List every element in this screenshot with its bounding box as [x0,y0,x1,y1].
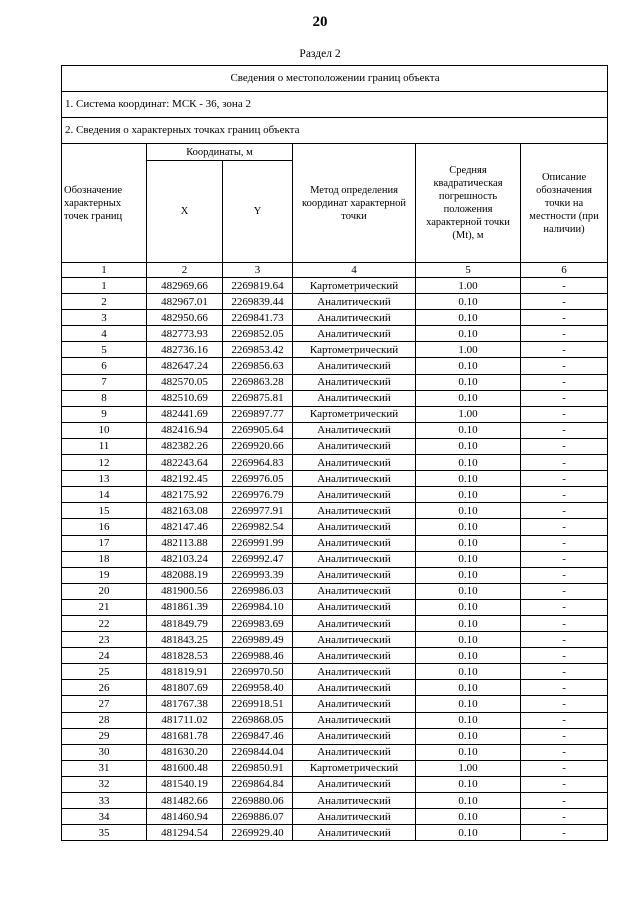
table-row [62,776,608,792]
x-coordinate-cell: 481828.53 [147,648,223,664]
method-cell: Аналитический [293,567,416,583]
y-coordinate-cell: 2269841.73 [223,310,293,326]
y-coordinate-cell: 2269844.04 [223,744,293,760]
description-cell: - [521,519,608,535]
point-number-cell: 16 [62,519,147,535]
section-label: Раздел 2 [299,48,341,60]
method-cell: Аналитический [293,776,416,792]
table-row [62,744,608,760]
point-number-cell: 17 [62,535,147,551]
method-cell: Аналитический [293,294,416,310]
y-coordinate-cell: 2269986.03 [223,583,293,599]
point-number-cell: 6 [62,358,147,374]
x-coordinate-cell: 481807.69 [147,680,223,696]
description-cell: - [521,535,608,551]
point-number-cell: 1 [62,278,147,294]
y-coordinate-cell: 2269868.05 [223,712,293,728]
description-cell: - [521,728,608,744]
y-coordinate-cell: 2269856.63 [223,358,293,374]
method-cell: Аналитический [293,680,416,696]
table-row [62,487,608,503]
point-number-cell: 4 [62,326,147,342]
description-cell: - [521,358,608,374]
coordinate-system: 1. Система координат: МСК - 36, зона 2 [62,92,608,118]
error-cell: 0.10 [416,438,521,454]
table-row [62,728,608,744]
x-coordinate-cell: 482736.16 [147,342,223,358]
y-coordinate-cell: 2269929.40 [223,825,293,841]
y-coordinate-cell: 2269886.07 [223,809,293,825]
error-cell: 0.10 [416,648,521,664]
method-cell: Аналитический [293,744,416,760]
point-number-cell: 12 [62,455,147,471]
error-cell: 0.10 [416,358,521,374]
point-number-cell: 29 [62,728,147,744]
description-cell: - [521,567,608,583]
point-number-cell: 15 [62,503,147,519]
point-number-cell: 27 [62,696,147,712]
point-number-cell: 14 [62,487,147,503]
method-cell: Аналитический [293,471,416,487]
error-cell: 0.10 [416,455,521,471]
y-coordinate-cell: 2269920.66 [223,438,293,454]
boundary-points-table [61,65,608,841]
y-coordinate-cell: 2269918.51 [223,696,293,712]
table-row [62,680,608,696]
x-coordinate-cell: 482950.66 [147,310,223,326]
header-y: Y [223,161,293,263]
error-cell: 0.10 [416,471,521,487]
table-row [62,793,608,809]
method-cell: Аналитический [293,583,416,599]
header-description: Описание обозначения точки на местности (при наличии) [521,144,608,263]
description-cell: - [521,776,608,792]
y-coordinate-cell: 2269988.46 [223,648,293,664]
point-number-cell: 10 [62,422,147,438]
description-cell: - [521,648,608,664]
point-number-cell: 9 [62,406,147,422]
error-cell: 0.10 [416,310,521,326]
y-coordinate-cell: 2269850.91 [223,760,293,776]
table-row [62,632,608,648]
description-cell: - [521,825,608,841]
method-cell: Аналитический [293,551,416,567]
error-cell: 0.10 [416,825,521,841]
description-cell: - [521,664,608,680]
method-cell: Аналитический [293,599,416,615]
table-row [62,615,608,631]
description-cell: - [521,487,608,503]
header-point: Обозначение характерных точек границ [62,144,147,263]
method-cell: Картометрический [293,342,416,358]
x-coordinate-cell: 481540.19 [147,776,223,792]
description-cell: - [521,278,608,294]
error-cell: 1.00 [416,406,521,422]
error-cell: 0.10 [416,326,521,342]
table-row [62,535,608,551]
table-row [62,648,608,664]
description-cell: - [521,632,608,648]
description-cell: - [521,760,608,776]
x-coordinate-cell: 481630.20 [147,744,223,760]
x-coordinate-cell: 482113.88 [147,535,223,551]
point-number-cell: 24 [62,648,147,664]
x-coordinate-cell: 482147.46 [147,519,223,535]
y-coordinate-cell: 2269875.81 [223,390,293,406]
y-coordinate-cell: 2269989.49 [223,632,293,648]
point-number-cell: 21 [62,599,147,615]
x-coordinate-cell: 481900.56 [147,583,223,599]
error-cell: 1.00 [416,342,521,358]
x-coordinate-cell: 481843.25 [147,632,223,648]
error-cell: 0.10 [416,487,521,503]
table-row [62,406,608,422]
error-cell: 0.10 [416,583,521,599]
column-number: 4 [293,263,416,278]
method-cell: Аналитический [293,310,416,326]
method-cell: Аналитический [293,535,416,551]
error-cell: 0.10 [416,551,521,567]
y-coordinate-cell: 2269863.28 [223,374,293,390]
x-coordinate-cell: 481711.02 [147,712,223,728]
header-error: Средняя квадратическая погрешность положения характерной точки (Mt), м [416,144,521,263]
description-cell: - [521,599,608,615]
description-cell: - [521,294,608,310]
method-cell: Аналитический [293,503,416,519]
error-cell: 0.10 [416,793,521,809]
table-row [62,455,608,471]
x-coordinate-cell: 481600.48 [147,760,223,776]
y-coordinate-cell: 2269992.47 [223,551,293,567]
table-row [62,551,608,567]
x-coordinate-cell: 482192.45 [147,471,223,487]
description-cell: - [521,471,608,487]
point-number-cell: 2 [62,294,147,310]
point-number-cell: 26 [62,680,147,696]
method-cell: Аналитический [293,809,416,825]
y-coordinate-cell: 2269993.39 [223,567,293,583]
method-cell: Аналитический [293,615,416,631]
table-row [62,825,608,841]
table-row [62,310,608,326]
header-method: Метод определения координат характерной точки [293,144,416,263]
y-coordinate-cell: 2269977.91 [223,503,293,519]
error-cell: 0.10 [416,664,521,680]
column-number: 2 [147,263,223,278]
point-number-cell: 22 [62,615,147,631]
point-number-cell: 13 [62,471,147,487]
x-coordinate-cell: 482163.08 [147,503,223,519]
table-row [62,438,608,454]
point-number-cell: 33 [62,793,147,809]
description-cell: - [521,455,608,471]
point-number-cell: 19 [62,567,147,583]
description-cell: - [521,342,608,358]
page-number: 20 [312,14,328,30]
x-coordinate-cell: 482243.64 [147,455,223,471]
y-coordinate-cell: 2269984.10 [223,599,293,615]
error-cell: 1.00 [416,278,521,294]
method-cell: Аналитический [293,648,416,664]
description-cell: - [521,696,608,712]
y-coordinate-cell: 2269976.79 [223,487,293,503]
y-coordinate-cell: 2269880.06 [223,793,293,809]
y-coordinate-cell: 2269905.64 [223,422,293,438]
column-number: 5 [416,263,521,278]
point-number-cell: 20 [62,583,147,599]
x-coordinate-cell: 482570.05 [147,374,223,390]
column-number: 6 [521,263,608,278]
description-cell: - [521,422,608,438]
y-coordinate-cell: 2269970.50 [223,664,293,680]
error-cell: 0.10 [416,599,521,615]
description-cell: - [521,326,608,342]
point-number-cell: 5 [62,342,147,358]
description-cell: - [521,809,608,825]
point-number-cell: 32 [62,776,147,792]
table-row [62,664,608,680]
x-coordinate-cell: 482103.24 [147,551,223,567]
table-row [62,294,608,310]
description-cell: - [521,406,608,422]
table-row [62,599,608,615]
description-cell: - [521,680,608,696]
method-cell: Картометрический [293,406,416,422]
method-cell: Аналитический [293,696,416,712]
table-row [62,567,608,583]
description-cell: - [521,374,608,390]
error-cell: 0.10 [416,712,521,728]
y-coordinate-cell: 2269819.64 [223,278,293,294]
method-cell: Аналитический [293,632,416,648]
table-row [62,519,608,535]
x-coordinate-cell: 482382.26 [147,438,223,454]
point-number-cell: 7 [62,374,147,390]
table-row [62,760,608,776]
y-coordinate-cell: 2269964.83 [223,455,293,471]
method-cell: Картометрический [293,760,416,776]
point-number-cell: 3 [62,310,147,326]
table-row [62,583,608,599]
y-coordinate-cell: 2269897.77 [223,406,293,422]
description-cell: - [521,438,608,454]
point-number-cell: 30 [62,744,147,760]
description-cell: - [521,712,608,728]
y-coordinate-cell: 2269853.42 [223,342,293,358]
error-cell: 0.10 [416,422,521,438]
error-cell: 1.00 [416,760,521,776]
error-cell: 0.10 [416,632,521,648]
description-cell: - [521,583,608,599]
error-cell: 0.10 [416,390,521,406]
x-coordinate-cell: 482441.69 [147,406,223,422]
method-cell: Аналитический [293,438,416,454]
point-number-cell: 8 [62,390,147,406]
y-coordinate-cell: 2269982.54 [223,519,293,535]
point-number-cell: 25 [62,664,147,680]
table-row [62,503,608,519]
method-cell: Аналитический [293,825,416,841]
error-cell: 0.10 [416,776,521,792]
description-cell: - [521,310,608,326]
x-coordinate-cell: 481681.78 [147,728,223,744]
table-row [62,358,608,374]
method-cell: Аналитический [293,519,416,535]
table-row [62,712,608,728]
column-numbers-row [62,263,608,278]
x-coordinate-cell: 482969.66 [147,278,223,294]
x-coordinate-cell: 481482.66 [147,793,223,809]
y-coordinate-cell: 2269864.84 [223,776,293,792]
x-coordinate-cell: 481460.94 [147,809,223,825]
error-cell: 0.10 [416,809,521,825]
header-coordinates: Координаты, м [147,144,293,161]
x-coordinate-cell: 482967.01 [147,294,223,310]
point-number-cell: 23 [62,632,147,648]
table-row [62,374,608,390]
error-cell: 0.10 [416,680,521,696]
x-coordinate-cell: 482175.92 [147,487,223,503]
x-coordinate-cell: 482510.69 [147,390,223,406]
method-cell: Аналитический [293,326,416,342]
error-cell: 0.10 [416,728,521,744]
y-coordinate-cell: 2269852.05 [223,326,293,342]
x-coordinate-cell: 482416.94 [147,422,223,438]
description-cell: - [521,390,608,406]
point-number-cell: 35 [62,825,147,841]
table-row [62,471,608,487]
description-cell: - [521,744,608,760]
table-row [62,278,608,294]
error-cell: 0.10 [416,503,521,519]
description-cell: - [521,551,608,567]
y-coordinate-cell: 2269958.40 [223,680,293,696]
y-coordinate-cell: 2269839.44 [223,294,293,310]
description-cell: - [521,615,608,631]
point-number-cell: 28 [62,712,147,728]
description-cell: - [521,503,608,519]
method-cell: Аналитический [293,374,416,390]
x-coordinate-cell: 482773.93 [147,326,223,342]
header-x: X [147,161,223,263]
method-cell: Картометрический [293,278,416,294]
error-cell: 0.10 [416,615,521,631]
y-coordinate-cell: 2269976.05 [223,471,293,487]
point-number-cell: 11 [62,438,147,454]
point-number-cell: 18 [62,551,147,567]
point-number-cell: 34 [62,809,147,825]
subsection-title: 2. Сведения о характерных точках границ объекта [62,118,608,144]
method-cell: Аналитический [293,455,416,471]
error-cell: 0.10 [416,567,521,583]
method-cell: Аналитический [293,390,416,406]
table-row [62,809,608,825]
y-coordinate-cell: 2269847.46 [223,728,293,744]
method-cell: Аналитический [293,664,416,680]
description-cell: - [521,793,608,809]
method-cell: Аналитический [293,728,416,744]
column-number: 1 [62,263,147,278]
table-row [62,342,608,358]
x-coordinate-cell: 481767.38 [147,696,223,712]
y-coordinate-cell: 2269983.69 [223,615,293,631]
x-coordinate-cell: 481861.39 [147,599,223,615]
x-coordinate-cell: 482647.24 [147,358,223,374]
x-coordinate-cell: 482088.19 [147,567,223,583]
table-row [62,326,608,342]
table-row [62,422,608,438]
error-cell: 0.10 [416,744,521,760]
table-row [62,390,608,406]
column-number: 3 [223,263,293,278]
y-coordinate-cell: 2269991.99 [223,535,293,551]
point-number-cell: 31 [62,760,147,776]
x-coordinate-cell: 481819.91 [147,664,223,680]
method-cell: Аналитический [293,487,416,503]
error-cell: 0.10 [416,535,521,551]
table-title: Сведения о местоположении границ объекта [62,66,608,92]
error-cell: 0.10 [416,294,521,310]
table-row [62,696,608,712]
error-cell: 0.10 [416,519,521,535]
error-cell: 0.10 [416,374,521,390]
error-cell: 0.10 [416,696,521,712]
method-cell: Аналитический [293,358,416,374]
method-cell: Аналитический [293,712,416,728]
x-coordinate-cell: 481849.79 [147,615,223,631]
method-cell: Аналитический [293,422,416,438]
method-cell: Аналитический [293,793,416,809]
x-coordinate-cell: 481294.54 [147,825,223,841]
